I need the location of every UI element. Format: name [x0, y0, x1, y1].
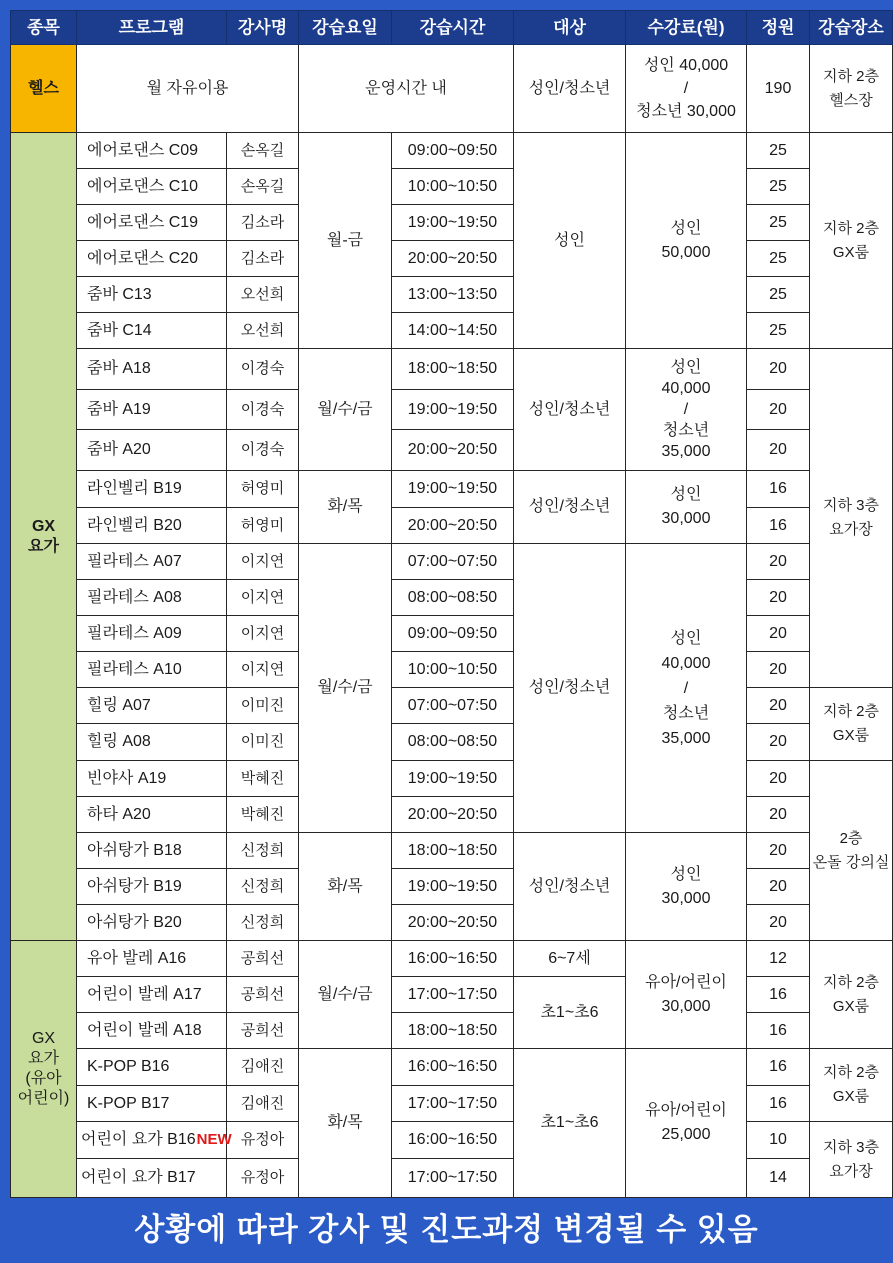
capacity: 25 [747, 133, 810, 169]
capacity: 25 [747, 313, 810, 349]
capacity: 20 [747, 616, 810, 652]
class-row [11, 652, 893, 688]
class-time: 09:00~09:50 [392, 616, 514, 652]
class-time: 20:00~20:50 [392, 905, 514, 941]
class-row [11, 1122, 893, 1159]
header-row [11, 11, 893, 45]
capacity: 20 [747, 905, 810, 941]
class-time: 08:00~08:50 [392, 724, 514, 761]
category-line: GX [31, 517, 56, 535]
class-time: 19:00~19:50 [392, 390, 514, 430]
instructor-name: 이미진 [227, 724, 299, 761]
class-row [11, 869, 893, 905]
class-schedule-table [10, 10, 893, 1198]
category-cell-gx-yoga-kids [11, 941, 77, 1198]
class-location [810, 133, 893, 349]
target-group: 초1~초6 [514, 977, 626, 1049]
program-name: 줌바 A18 [77, 349, 227, 390]
fee-line: 25,000 [661, 1126, 711, 1143]
new-badge: NEW [196, 1131, 232, 1148]
class-time: 10:00~10:50 [392, 169, 514, 205]
class-row [11, 1049, 893, 1086]
class-row [11, 205, 893, 241]
column-header-days: 강습요일 [299, 11, 392, 45]
category-line: GX [31, 1030, 56, 1047]
tuition-fee [626, 833, 747, 941]
class-time: 07:00~07:50 [392, 544, 514, 580]
column-header-program: 프로그램 [77, 11, 227, 45]
instructor-name: 신정희 [227, 833, 299, 869]
class-row [11, 471, 893, 508]
class-days: 월-금 [299, 133, 392, 349]
category-line: 요가 [28, 537, 59, 555]
capacity: 20 [747, 761, 810, 797]
column-header-location: 강습장소 [810, 11, 893, 45]
class-time: 20:00~20:50 [392, 508, 514, 544]
capacity: 25 [747, 241, 810, 277]
capacity: 16 [747, 471, 810, 508]
class-location [810, 941, 893, 1049]
instructor-name: 오선희 [227, 277, 299, 313]
capacity: 14 [747, 1159, 810, 1198]
fee-line: 청소년 [662, 422, 710, 439]
class-time: 17:00~17:50 [392, 1159, 514, 1198]
category-line: 요가 [28, 1050, 59, 1067]
class-row [11, 241, 893, 277]
location-line: 온돌 강의실 [812, 853, 890, 871]
target-group: 성인/청소년 [514, 544, 626, 833]
program-name: 아쉬탕가 B19 [77, 869, 227, 905]
class-row [11, 277, 893, 313]
category-cell-health: 헬스 [11, 45, 77, 133]
class-time: 19:00~19:50 [392, 761, 514, 797]
instructor-name: 공희선 [227, 941, 299, 977]
column-header-capacity: 정원 [747, 11, 810, 45]
program-name-cell [77, 1122, 232, 1159]
fee-line: 성인 [670, 486, 702, 503]
class-row [11, 1159, 893, 1198]
location-line: GX룸 [832, 1088, 870, 1105]
target-group: 성인/청소년 [514, 471, 626, 544]
class-days: 월/수/금 [299, 349, 392, 471]
class-days: 월/수/금 [299, 544, 392, 833]
class-time: 07:00~07:50 [392, 688, 514, 724]
instructor-name: 이미진 [227, 688, 299, 724]
capacity: 20 [747, 652, 810, 688]
location-line: 지하 2층 [823, 703, 879, 720]
program-name: 에어로댄스 C10 [77, 169, 227, 205]
health-row [11, 45, 893, 133]
column-header-instructor: 강사명 [227, 11, 299, 45]
class-time: 17:00~17:50 [392, 1086, 514, 1122]
class-location [810, 761, 893, 941]
health-capacity: 190 [747, 45, 810, 133]
class-days: 월/수/금 [299, 941, 392, 1049]
class-time: 10:00~10:50 [392, 652, 514, 688]
column-header-time: 강습시간 [392, 11, 514, 45]
location-line: GX룸 [832, 727, 870, 744]
fee-line: 성인 40,000 [643, 57, 729, 74]
capacity: 16 [747, 1013, 810, 1049]
instructor-name: 유정아 [227, 1122, 299, 1159]
tuition-fee [626, 133, 747, 349]
instructor-name: 김소라 [227, 205, 299, 241]
capacity: 20 [747, 430, 810, 471]
class-row [11, 616, 893, 652]
class-row [11, 941, 893, 977]
location-line: 지하 2층 [823, 219, 879, 237]
program-name: K-POP B17 [77, 1086, 227, 1122]
instructor-name: 이지연 [227, 580, 299, 616]
program-name: 필라테스 A08 [77, 580, 227, 616]
health-program: 월 자유이용 [77, 45, 299, 133]
instructor-name: 이경숙 [227, 430, 299, 471]
program-name: 에어로댄스 C09 [77, 133, 227, 169]
class-days: 화/목 [299, 833, 392, 941]
class-row [11, 833, 893, 869]
class-time: 20:00~20:50 [392, 797, 514, 833]
fee-line: / [683, 679, 689, 697]
class-row [11, 544, 893, 580]
fee-line: 30,000 [661, 889, 711, 907]
fee-line: 성인 [670, 359, 702, 376]
health-target: 성인/청소년 [514, 45, 626, 133]
target-group: 성인 [514, 133, 626, 349]
health-location [810, 45, 893, 133]
instructor-name: 박혜진 [227, 761, 299, 797]
tuition-fee [626, 544, 747, 833]
class-time: 19:00~19:50 [392, 205, 514, 241]
program-name: 필라테스 A09 [77, 616, 227, 652]
capacity: 20 [747, 390, 810, 430]
class-time: 08:00~08:50 [392, 580, 514, 616]
class-row [11, 430, 893, 471]
fee-line: 유아/어린이 [645, 973, 727, 991]
program-name: 어린이 요가 B16 [81, 1131, 196, 1148]
instructor-name: 이경숙 [227, 390, 299, 430]
class-days: 화/목 [299, 471, 392, 544]
instructor-name: 이지연 [227, 616, 299, 652]
class-time: 20:00~20:50 [392, 430, 514, 471]
program-name: 줌바 A19 [77, 390, 227, 430]
fee-line: 30,000 [661, 510, 711, 527]
capacity: 16 [747, 1086, 810, 1122]
program-name: 에어로댄스 C20 [77, 241, 227, 277]
fee-line: 성인 [670, 219, 702, 237]
class-row [11, 761, 893, 797]
program-name: 빈야사 A19 [77, 761, 227, 797]
program-name: 어린이 요가 B17 [77, 1159, 227, 1198]
fee-line: / [683, 80, 689, 97]
class-row [11, 688, 893, 724]
health-fee [626, 45, 747, 133]
capacity: 20 [747, 724, 810, 761]
instructor-name: 이지연 [227, 652, 299, 688]
capacity: 25 [747, 205, 810, 241]
instructor-name: 유정아 [227, 1159, 299, 1198]
instructor-name: 이지연 [227, 544, 299, 580]
instructor-name: 손옥길 [227, 169, 299, 205]
class-row [11, 905, 893, 941]
program-name: 필라테스 A07 [77, 544, 227, 580]
class-time: 17:00~17:50 [392, 977, 514, 1013]
program-name: 유아 발레 A16 [77, 941, 227, 977]
class-row [11, 508, 893, 544]
program-name: 어린이 발레 A18 [77, 1013, 227, 1049]
fee-line: 40,000 [661, 380, 711, 397]
program-name: 줌바 C14 [77, 313, 227, 349]
instructor-name: 박혜진 [227, 797, 299, 833]
instructor-name: 오선희 [227, 313, 299, 349]
program-name: 어린이 발레 A17 [77, 977, 227, 1013]
tuition-fee [626, 941, 747, 1049]
class-row [11, 1013, 893, 1049]
health-time: 운영시간 내 [299, 45, 514, 133]
instructor-name: 신정희 [227, 905, 299, 941]
class-time: 19:00~19:50 [392, 471, 514, 508]
category-line: (유아 [25, 1070, 62, 1087]
column-header-fee: 수강료(원) [626, 11, 747, 45]
program-name: 아쉬탕가 B20 [77, 905, 227, 941]
tuition-fee [626, 1049, 747, 1198]
capacity: 20 [747, 797, 810, 833]
footer-notice: 상황에 따라 강사 및 진도과정 변경될 수 있음 [134, 1212, 759, 1247]
class-row [11, 797, 893, 833]
capacity: 16 [747, 977, 810, 1013]
class-time: 20:00~20:50 [392, 241, 514, 277]
class-location [810, 1122, 893, 1198]
fee-line: 35,000 [661, 443, 711, 460]
class-time: 16:00~16:50 [392, 1122, 514, 1159]
capacity: 10 [747, 1122, 810, 1159]
location-line: 지하 2층 [823, 1064, 879, 1081]
target-group: 6~7세 [514, 941, 626, 977]
class-time: 16:00~16:50 [392, 1049, 514, 1086]
instructor-name: 손옥길 [227, 133, 299, 169]
column-header-category: 종목 [11, 11, 77, 45]
program-name: 힐링 A08 [77, 724, 227, 761]
capacity: 20 [747, 544, 810, 580]
target-group: 초1~초6 [514, 1049, 626, 1198]
class-time: 18:00~18:50 [392, 349, 514, 390]
location-line: 헬스장 [829, 91, 873, 109]
class-row [11, 1086, 893, 1122]
program-name: 아쉬탕가 B18 [77, 833, 227, 869]
class-location [810, 349, 893, 688]
class-time: 14:00~14:50 [392, 313, 514, 349]
fee-line: 40,000 [661, 654, 711, 672]
instructor-name: 공희선 [227, 1013, 299, 1049]
tuition-fee [626, 349, 747, 471]
target-group: 성인/청소년 [514, 833, 626, 941]
location-line: 지하 3층 [823, 497, 879, 514]
class-time: 16:00~16:50 [392, 941, 514, 977]
instructor-name: 김애진 [227, 1049, 299, 1086]
class-time: 18:00~18:50 [392, 1013, 514, 1049]
location-line: GX룸 [832, 243, 870, 261]
capacity: 16 [747, 1049, 810, 1086]
instructor-name: 김애진 [227, 1086, 299, 1122]
class-location [810, 688, 893, 761]
program-name: 라인벨리 B19 [77, 471, 227, 508]
class-row [11, 349, 893, 390]
class-row [11, 724, 893, 761]
location-line: 지하 2층 [823, 973, 879, 991]
capacity: 20 [747, 688, 810, 724]
instructor-name: 김소라 [227, 241, 299, 277]
capacity: 20 [747, 349, 810, 390]
class-row [11, 169, 893, 205]
capacity: 20 [747, 869, 810, 905]
fee-line: 청소년 [662, 704, 710, 722]
instructor-name: 허영미 [227, 471, 299, 508]
class-days: 화/목 [299, 1049, 392, 1198]
instructor-name: 신정희 [227, 869, 299, 905]
program-name: 하타 A20 [77, 797, 227, 833]
class-location [810, 1049, 893, 1122]
instructor-name: 공희선 [227, 977, 299, 1013]
instructor-name: 허영미 [227, 508, 299, 544]
class-row [11, 977, 893, 1013]
location-line: 요가장 [829, 1162, 873, 1180]
class-time: 13:00~13:50 [392, 277, 514, 313]
location-line: 2층 [839, 829, 863, 847]
fee-line: 청소년 30,000 [636, 103, 736, 120]
capacity: 20 [747, 580, 810, 616]
class-row [11, 313, 893, 349]
location-line: 지하 3층 [823, 1138, 879, 1156]
target-group: 성인/청소년 [514, 349, 626, 471]
class-row [11, 133, 893, 169]
fee-line: 성인 [670, 865, 702, 883]
class-time: 18:00~18:50 [392, 833, 514, 869]
location-line: 요가장 [829, 521, 873, 538]
capacity: 16 [747, 508, 810, 544]
program-name: 줌바 C13 [77, 277, 227, 313]
program-name: 줌바 A20 [77, 430, 227, 471]
class-row [11, 580, 893, 616]
fee-line: 성인 [670, 629, 702, 647]
fee-line: / [683, 401, 689, 418]
fee-line: 30,000 [661, 997, 711, 1015]
location-line: GX룸 [832, 997, 870, 1015]
capacity: 25 [747, 277, 810, 313]
program-name: 에어로댄스 C19 [77, 205, 227, 241]
capacity: 25 [747, 169, 810, 205]
program-name: 라인벨리 B20 [77, 508, 227, 544]
fee-line: 유아/어린이 [645, 1102, 727, 1119]
category-line: 어린이) [17, 1090, 70, 1107]
category-cell-gx-yoga [11, 133, 77, 941]
program-name: 힐링 A07 [77, 688, 227, 724]
capacity: 20 [747, 833, 810, 869]
class-row [11, 390, 893, 430]
tuition-fee [626, 471, 747, 544]
class-time: 19:00~19:50 [392, 869, 514, 905]
fee-line: 50,000 [661, 243, 711, 261]
fee-line: 35,000 [661, 729, 711, 747]
location-line: 지하 2층 [823, 67, 879, 85]
instructor-name: 이경숙 [227, 349, 299, 390]
program-name: K-POP B16 [77, 1049, 227, 1086]
class-time: 09:00~09:50 [392, 133, 514, 169]
program-name: 필라테스 A10 [77, 652, 227, 688]
column-header-target: 대상 [514, 11, 626, 45]
capacity: 12 [747, 941, 810, 977]
